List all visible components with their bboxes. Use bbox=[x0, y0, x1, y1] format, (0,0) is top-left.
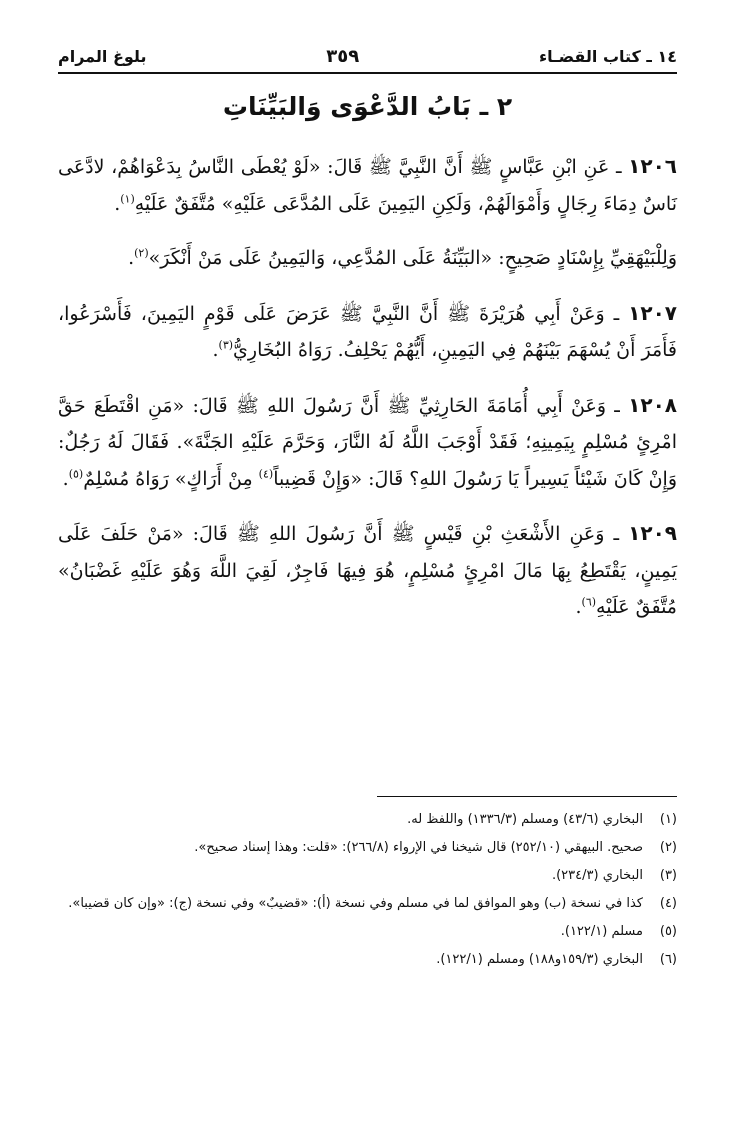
hadith-text: ـ وَعَنِ الأَشْعَثِ بْنِ قَيْسٍ ﷺ أَنَّ رَسُولَ اللهِ ﷺ قَالَ: «مَنْ حَلَفَ عَلَى يَمِينٍ، يَقْتَطِعُ بِهَا مَالَ امْرِئٍ مُسْلِمٍ، هُوَ فِيهَا فَاجِرٌ، لَقِيَ اللَّهَ وَهُوَ عَلَيْهِ غَضْبَانُ» مُتَّفَقٌ عَلَيْهِ bbox=[58, 523, 677, 618]
footnote bbox=[58, 834, 677, 862]
chapter-title: ٢ ـ بَابُ الدَّعْوَى وَالبَيِّنَاتِ bbox=[222, 92, 513, 121]
sentence-end: . bbox=[128, 247, 135, 269]
footnote-ref: (٤) bbox=[258, 467, 274, 481]
footnotes bbox=[58, 806, 677, 974]
footnote-number: (٣) bbox=[659, 868, 677, 883]
sentence-end: . bbox=[114, 192, 121, 215]
footnote bbox=[58, 806, 677, 834]
footnote-divider bbox=[377, 796, 677, 797]
header-divider bbox=[58, 72, 677, 74]
hadith-paragraph bbox=[58, 295, 677, 369]
hadith-text: ـ وَعَنْ أَبِي هُرَيْرَةَ ﷺ أَنَّ النَّبِيَّ ﷺ عَرَضَ عَلَى قَوْمٍ اليَمِينَ، فَأَسْرَعُوا، فَأَمَرَ أَنْ يُسْهَمَ بَيْنَهُمْ فِي اليَمِينِ، أَيُّهُمْ يَحْلِفُ. رَوَاهُ البُخَارِيُّ bbox=[58, 302, 677, 361]
footnote-text: البخاري (١٥٩/٣و١٨٨) ومسلم (١٢٢/١). bbox=[436, 952, 643, 967]
hadith-paragraph bbox=[58, 387, 677, 498]
sentence-end: . bbox=[212, 339, 219, 361]
footnote-text: البخاري (٤٣/٦) ومسلم (١٣٣٦/٣) واللفظ له. bbox=[407, 812, 643, 827]
footnote-ref: (٥) bbox=[68, 467, 84, 481]
footnote bbox=[58, 918, 677, 946]
hadith-text: ـ عَنِ ابْنِ عَبَّاسٍ ﷺ أَنَّ النَّبِيَّ ﷺ قَالَ: «لَوْ يُعْطَى النَّاسُ بِدَعْوَاهُمْ، لادَّعَى نَاسٌ دِمَاءَ رِجَالٍ وَأَمْوَالَهُمْ، وَلَكِنِ اليَمِينَ عَلَى المُدَّعَى عَلَيْهِ» مُتَّفَقٌ عَلَيْهِ bbox=[58, 156, 677, 215]
footnote bbox=[58, 946, 677, 974]
footnote-ref: (٦) bbox=[581, 595, 597, 609]
footnote-number: (٦) bbox=[659, 952, 677, 967]
footnote-ref: (٢) bbox=[134, 246, 149, 260]
footnote bbox=[58, 862, 677, 890]
chapter-name: ١٤ ـ كتاب القضـاء bbox=[538, 46, 677, 66]
footnote-text: البخاري (٢٣٤/٣). bbox=[551, 868, 643, 883]
hadith-number: ١٢٠٧ bbox=[628, 300, 677, 325]
main-text bbox=[58, 148, 677, 644]
hadith-number: ١٢٠٨ bbox=[628, 392, 677, 417]
footnote-text: مسلم (١٢٢/١). bbox=[560, 924, 643, 939]
footnote-number: (٢) bbox=[659, 840, 677, 855]
footnote-text: كذا في نسخة (ب) وهو الموافق لما في مسلم وفي نسخة (أ): «قضيبٌ» وفي نسخة (ج): «وإن كان قضيبا». bbox=[68, 896, 643, 911]
footnote-text: صحيح. البيهقي (٢٥٢/١٠) قال شيخنا في الإرواء (٢٦٦/٨): «قلت: وهذا إسناد صحيح». bbox=[194, 840, 643, 855]
hadith-paragraph bbox=[58, 148, 677, 222]
hadith-text-continued: مِنْ أَرَاكٍ» رَوَاهُ مُسْلِمٌ bbox=[83, 467, 259, 490]
hadith-number: ١٢٠٦ bbox=[628, 154, 677, 178]
running-header bbox=[58, 40, 677, 72]
footnote-number: (٤) bbox=[659, 896, 677, 911]
hadith-text: وَلِلْبَيْهَقِيِّ بِإِسْنَادٍ صَحِيحٍ: «البَيِّنَةُ عَلَى المُدَّعِي، وَاليَمِينُ عَلَى مَنْ أَنْكَرَ» bbox=[148, 247, 677, 269]
footnote bbox=[58, 890, 677, 918]
hadith-number: ١٢٠٩ bbox=[628, 521, 677, 545]
hadith-paragraph bbox=[58, 515, 677, 626]
footnote-ref: (١) bbox=[120, 192, 135, 206]
footnote-number: (٥) bbox=[659, 924, 677, 939]
hadith-paragraph bbox=[58, 240, 677, 277]
footnote-ref: (٣) bbox=[218, 338, 234, 352]
book-title: بلوغ المرام bbox=[58, 46, 147, 66]
footnote-number: (١) bbox=[659, 812, 677, 827]
sentence-end: . bbox=[575, 596, 582, 618]
page-number: ٣٥٩ bbox=[326, 45, 360, 67]
sentence-end: . bbox=[62, 467, 69, 490]
hadith-text: ـ وَعَنْ أَبِي أُمَامَةَ الحَارِثِيِّ ﷺ أَنَّ رَسُولَ اللهِ ﷺ قَالَ: «مَنِ اقْتَطَعَ حَقَّ امْرِئٍ مُسْلِمٍ بِيَمِينِهِ؛ فَقَدْ أَوْجَبَ اللَّهُ لَهُ النَّارَ، وَحَرَّمَ عَلَيْهِ الجَنَّةَ». فَقَالَ لَهُ رَجُلٌ: وَإِنْ كَانَ شَيْئاً يَسِيراً يَا رَسُولَ اللهِ؟ قَالَ: «وَإِنْ قَضِيباً bbox=[58, 394, 677, 490]
